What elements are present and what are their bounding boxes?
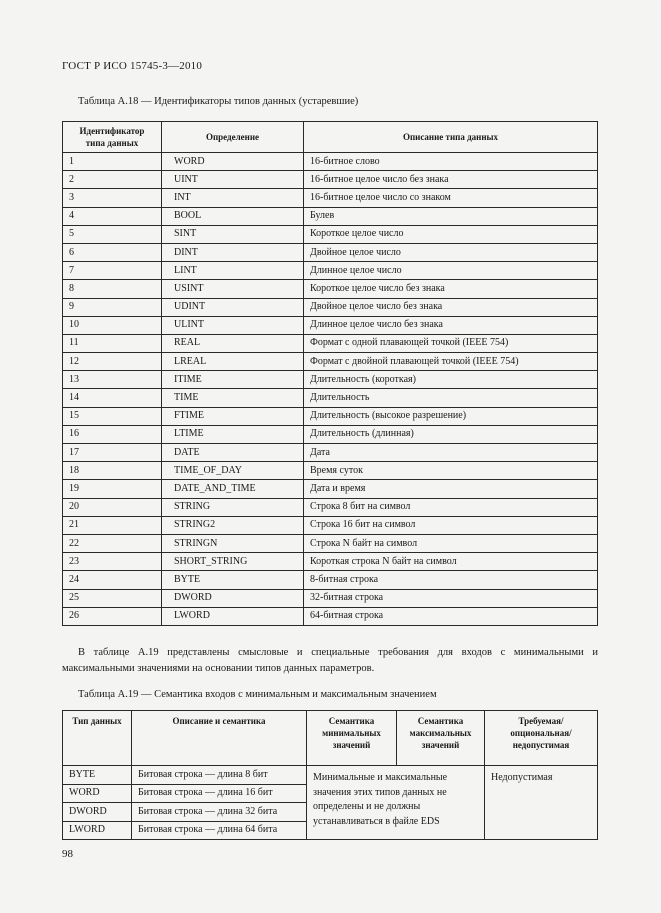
data-type-cell: WORD bbox=[63, 784, 132, 803]
type-id-cell: 26 bbox=[63, 607, 162, 625]
description-cell: 8-битная строка bbox=[304, 571, 598, 589]
table-row bbox=[63, 153, 598, 171]
description-cell: 16-битное целое число со знаком bbox=[304, 189, 598, 207]
table-row bbox=[63, 262, 598, 280]
description-cell: 32-битная строка bbox=[304, 589, 598, 607]
table-row bbox=[63, 243, 598, 261]
description-cell: Длительность bbox=[304, 389, 598, 407]
definition-cell: LREAL bbox=[162, 353, 304, 371]
table-row bbox=[63, 171, 598, 189]
table-header-row bbox=[63, 122, 598, 153]
type-id-cell: 14 bbox=[63, 389, 162, 407]
table-a18-body bbox=[63, 153, 598, 626]
description-cell: Формат с одной плавающей точкой (IEEE 754) bbox=[304, 334, 598, 352]
definition-cell: SHORT_STRING bbox=[162, 553, 304, 571]
type-id-cell: 24 bbox=[63, 571, 162, 589]
table-row bbox=[63, 371, 598, 389]
type-id-cell: 22 bbox=[63, 534, 162, 552]
table-row bbox=[63, 607, 598, 625]
description-cell: Длительность (длинная) bbox=[304, 425, 598, 443]
definition-cell: UINT bbox=[162, 171, 304, 189]
definition-cell: INT bbox=[162, 189, 304, 207]
description-cell: 16-битное слово bbox=[304, 153, 598, 171]
definition-cell: UDINT bbox=[162, 298, 304, 316]
table-a19-caption: Таблица А.19 — Семантика входов с минимальным и максимальным значением bbox=[78, 689, 437, 700]
type-id-cell: 4 bbox=[63, 207, 162, 225]
type-id-cell: 23 bbox=[63, 553, 162, 571]
column-header-max-semantics: Семантика максимальных значений bbox=[397, 711, 485, 766]
type-id-cell: 25 bbox=[63, 589, 162, 607]
table-row bbox=[63, 589, 598, 607]
type-id-cell: 15 bbox=[63, 407, 162, 425]
table-a18 bbox=[62, 121, 598, 626]
description-cell: Дата и время bbox=[304, 480, 598, 498]
definition-cell: BOOL bbox=[162, 207, 304, 225]
type-id-cell: 17 bbox=[63, 444, 162, 462]
description-cell: Битовая строка — длина 16 бит bbox=[132, 784, 307, 803]
definition-cell: TIME_OF_DAY bbox=[162, 462, 304, 480]
type-id-cell: 12 bbox=[63, 353, 162, 371]
type-id-cell: 5 bbox=[63, 225, 162, 243]
type-id-cell: 20 bbox=[63, 498, 162, 516]
description-cell: Булев bbox=[304, 207, 598, 225]
type-id-cell: 8 bbox=[63, 280, 162, 298]
table-row bbox=[63, 766, 598, 785]
definition-cell: STRING bbox=[162, 498, 304, 516]
column-header-min-semantics: Семантика минимальных значений bbox=[307, 711, 397, 766]
description-cell: Битовая строка — длина 32 бита bbox=[132, 803, 307, 822]
table-row bbox=[63, 207, 598, 225]
type-id-cell: 2 bbox=[63, 171, 162, 189]
description-cell: Двойное целое число bbox=[304, 243, 598, 261]
definition-cell: LWORD bbox=[162, 607, 304, 625]
table-row bbox=[63, 407, 598, 425]
requirement-cell: Недопустимая bbox=[485, 766, 598, 840]
description-cell: Длинное целое число без знака bbox=[304, 316, 598, 334]
table-row bbox=[63, 553, 598, 571]
table-row bbox=[63, 571, 598, 589]
definition-cell: BYTE bbox=[162, 571, 304, 589]
definition-cell: STRING2 bbox=[162, 516, 304, 534]
table-a18-caption: Таблица А.18 — Идентификаторы типов данных (устаревшие) bbox=[78, 96, 359, 107]
type-id-cell: 10 bbox=[63, 316, 162, 334]
description-cell: Длительность (короткая) bbox=[304, 371, 598, 389]
table-row bbox=[63, 316, 598, 334]
definition-cell: ITIME bbox=[162, 371, 304, 389]
table-row bbox=[63, 444, 598, 462]
description-cell: Короткое целое число bbox=[304, 225, 598, 243]
definition-cell: FTIME bbox=[162, 407, 304, 425]
column-header-description-semantics: Описание и семантика bbox=[132, 711, 307, 766]
definition-cell: LTIME bbox=[162, 425, 304, 443]
definition-cell: USINT bbox=[162, 280, 304, 298]
table-header-row bbox=[63, 711, 598, 766]
description-cell: Длительность (высокое разрешение) bbox=[304, 407, 598, 425]
description-cell: Короткое целое число без знака bbox=[304, 280, 598, 298]
min-max-semantics-cell: Минимальные и максимальные значения этих типов данных не определены и не должны устанавливаться в файле EDS bbox=[307, 766, 485, 840]
document-header: ГОСТ Р ИСО 15745-3—2010 bbox=[62, 60, 203, 72]
table-row bbox=[63, 480, 598, 498]
table-row bbox=[63, 425, 598, 443]
description-cell: Строка 8 бит на символ bbox=[304, 498, 598, 516]
description-cell: Двойное целое число без знака bbox=[304, 298, 598, 316]
description-cell: Битовая строка — длина 64 бита bbox=[132, 821, 307, 840]
description-cell: Длинное целое число bbox=[304, 262, 598, 280]
column-header-definition: Определение bbox=[162, 122, 304, 153]
definition-cell: STRINGN bbox=[162, 534, 304, 552]
definition-cell: LINT bbox=[162, 262, 304, 280]
table-row bbox=[63, 516, 598, 534]
definition-cell: DWORD bbox=[162, 589, 304, 607]
table-row bbox=[63, 462, 598, 480]
column-header-data-type: Тип данных bbox=[63, 711, 132, 766]
type-id-cell: 13 bbox=[63, 371, 162, 389]
data-type-cell: LWORD bbox=[63, 821, 132, 840]
description-cell: Формат с двойной плавающей точкой (IEEE 754) bbox=[304, 353, 598, 371]
description-cell: 64-битная строка bbox=[304, 607, 598, 625]
table-a19 bbox=[62, 710, 598, 840]
type-id-cell: 21 bbox=[63, 516, 162, 534]
type-id-cell: 19 bbox=[63, 480, 162, 498]
table-row bbox=[63, 498, 598, 516]
definition-cell: ULINT bbox=[162, 316, 304, 334]
definition-cell: REAL bbox=[162, 334, 304, 352]
column-header-id: Идентификатор типа данных bbox=[63, 122, 162, 153]
description-cell: Короткая строка N байт на символ bbox=[304, 553, 598, 571]
data-type-cell: DWORD bbox=[63, 803, 132, 822]
type-id-cell: 3 bbox=[63, 189, 162, 207]
column-header-description: Описание типа данных bbox=[304, 122, 598, 153]
description-cell: 16-битное целое число без знака bbox=[304, 171, 598, 189]
description-cell: Битовая строка — длина 8 бит bbox=[132, 766, 307, 785]
type-id-cell: 6 bbox=[63, 243, 162, 261]
description-cell: Время суток bbox=[304, 462, 598, 480]
table-row bbox=[63, 534, 598, 552]
type-id-cell: 1 bbox=[63, 153, 162, 171]
type-id-cell: 11 bbox=[63, 334, 162, 352]
table-row bbox=[63, 225, 598, 243]
data-type-cell: BYTE bbox=[63, 766, 132, 785]
description-cell: Строка N байт на символ bbox=[304, 534, 598, 552]
definition-cell: DATE bbox=[162, 444, 304, 462]
definition-cell: DATE_AND_TIME bbox=[162, 480, 304, 498]
description-cell: Дата bbox=[304, 444, 598, 462]
definition-cell: WORD bbox=[162, 153, 304, 171]
type-id-cell: 9 bbox=[63, 298, 162, 316]
body-paragraph: В таблице А.19 представлены смысловые и специальные требования для входов с минимальными и максимальными значениями на основании типов данных параметров. bbox=[62, 647, 598, 674]
table-row bbox=[63, 298, 598, 316]
column-header-requirement: Требуемая/ опциональная/ недопустимая bbox=[485, 711, 598, 766]
description-cell: Строка 16 бит на символ bbox=[304, 516, 598, 534]
definition-cell: DINT bbox=[162, 243, 304, 261]
type-id-cell: 18 bbox=[63, 462, 162, 480]
table-row bbox=[63, 389, 598, 407]
definition-cell: TIME bbox=[162, 389, 304, 407]
type-id-cell: 7 bbox=[63, 262, 162, 280]
definition-cell: SINT bbox=[162, 225, 304, 243]
page-number: 98 bbox=[62, 848, 73, 860]
table-row bbox=[63, 334, 598, 352]
table-row bbox=[63, 280, 598, 298]
table-row bbox=[63, 353, 598, 371]
type-id-cell: 16 bbox=[63, 425, 162, 443]
table-row bbox=[63, 189, 598, 207]
